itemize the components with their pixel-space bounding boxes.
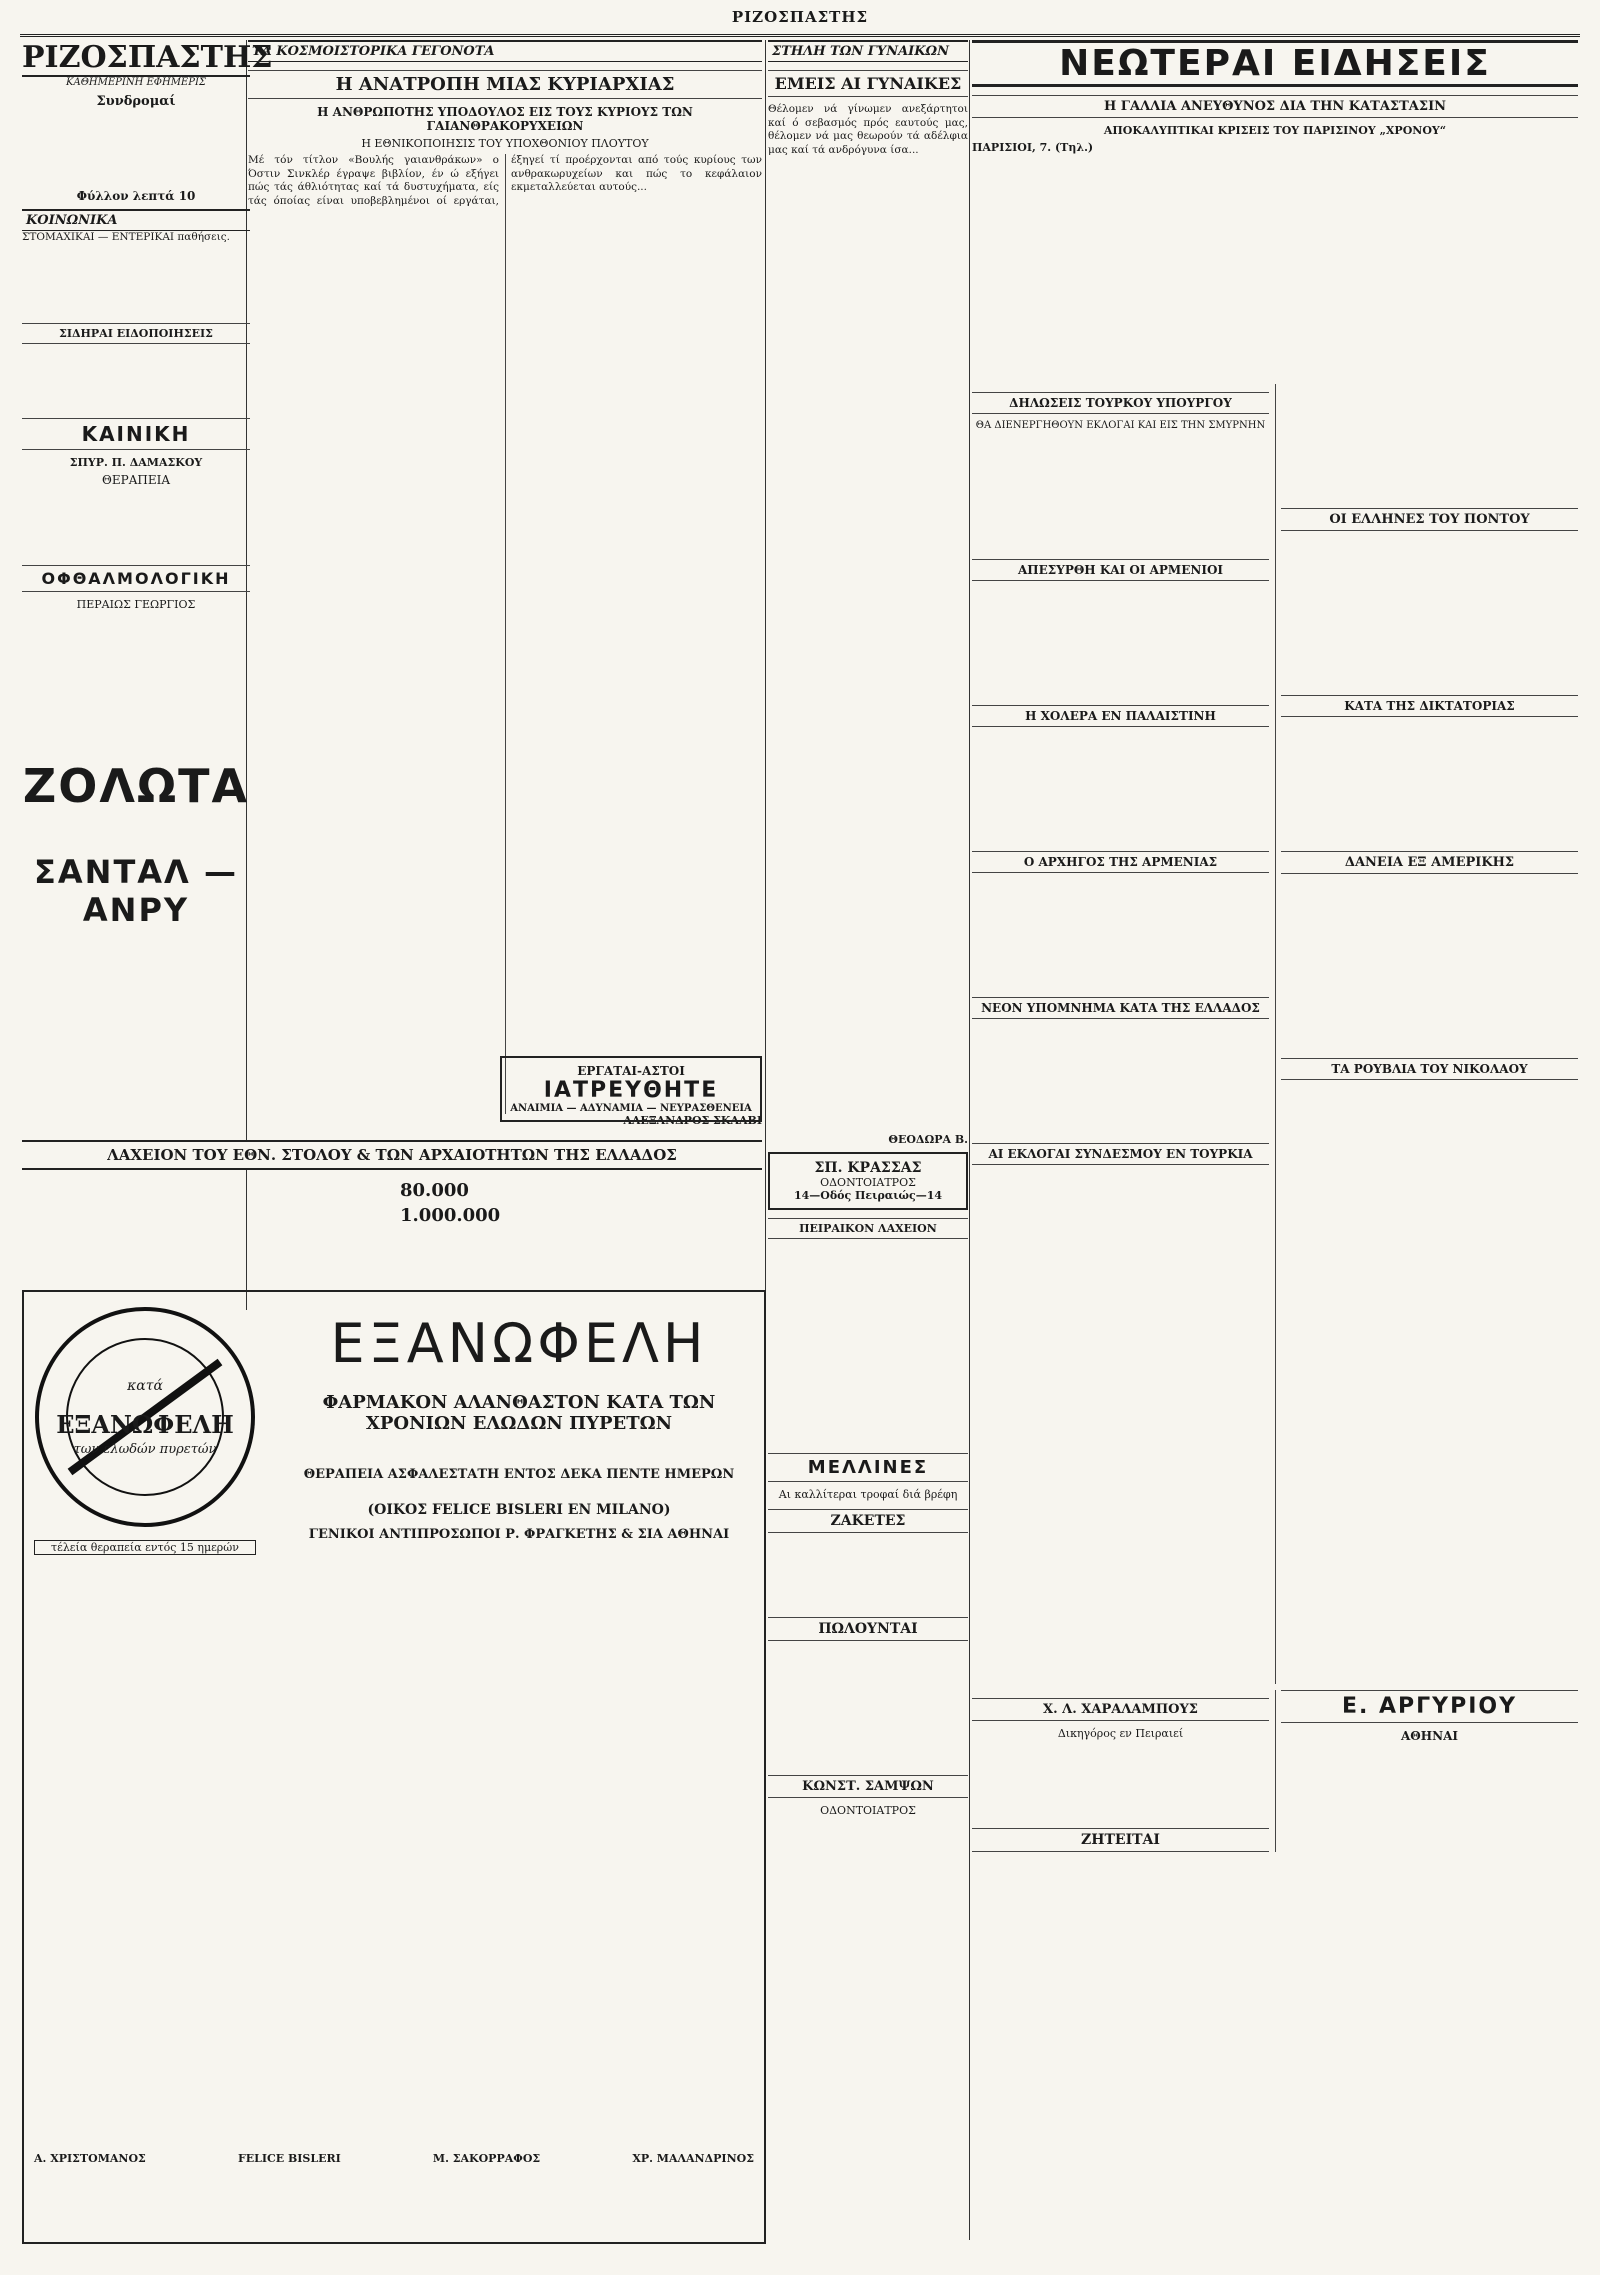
social-section-label: ΚΟΙΝΩΝΙΚΑ <box>22 209 250 231</box>
women-body: Θέλομεν νά γίνωμεν ανεξάρτητοι καί ό σεβασμός πρός εαυτούς μας, θέλομεν νά μας θεωρούν τά αδέλφια μας καί τά ανδρόγυνα ίσα... <box>768 103 972 156</box>
dentist-name: ΣΠ. ΚΡΑΣΣΑΣ <box>814 1160 922 1176</box>
dentist-ad <box>768 1152 968 1210</box>
news-item-heading: ΑΙ ΕΚΛΟΓΑΙ ΣΥΝΔΕΣΜΟΥ ΕΝ ΤΟΥΡΚΙΑ <box>972 1143 1269 1165</box>
news-item-heading: Η ΧΟΛΕΡΑ ΕΝ ΠΑΛΑΙΣΤΙΝΗ <box>972 705 1269 727</box>
news-item-heading: ΚΑΤΑ ΤΗΣ ΔΙΚΤΑΤΟΡΙΑΣ <box>1281 695 1578 717</box>
news-item-body <box>972 587 1269 697</box>
signature-name: A. ΧΡΙΣΤΟΜΑΝΟΣ <box>34 2152 146 2165</box>
news-item-heading: ΤΑ ΡΟΥΒΛΙΑ ΤΟΥ ΝΙΚΟΛΑΟΥ <box>1281 1058 1578 1080</box>
lottery-amount: 80.000 <box>400 1180 469 1201</box>
lottery-amount: 1.000.000 <box>400 1205 501 1226</box>
news-item-heading: ΟΙ ΕΛΛΗΝΕΣ ΤΟΥ ΠΟΝΤΟΥ <box>1281 508 1578 531</box>
klinik-text <box>22 487 250 557</box>
eye-clinic-text <box>22 611 250 751</box>
dentist2-name: ΚΩΝΣΤ. ΣΑΜΨΩΝ <box>768 1775 968 1798</box>
news-item-body <box>972 1025 1269 1135</box>
signature-name: FELICE BISLERI <box>237 2152 341 2165</box>
exanofeli-seal-words: των ελωδών πυρετών <box>73 1442 217 1457</box>
signature-name: ΧΡ. ΜΑΛΑΝΔΡΙΝΟΣ <box>632 2152 754 2165</box>
social-item-heading: ΣΙΔΗΡΑΙ ΕΙΔΟΠΟΙΗΣΕΙΣ <box>22 323 250 344</box>
news-item-heading: ΔΗΛΩΣΕΙΣ ΤΟΥΡΚΟΥ ΥΠΟΥΡΓΟΥ <box>972 392 1269 414</box>
news-items <box>972 384 1578 1684</box>
women-column <box>768 40 972 2240</box>
social-text <box>22 245 250 315</box>
cure-ad-sub: ΑΝΑΙΜΙΑ — ΑΔΥΝΑΜΙΑ — ΝΕΥΡΑΣΘΕΝΕΙΑ <box>510 1103 752 1114</box>
column-divider <box>969 40 970 2240</box>
lottery-banner: ΛΑΧΕΙΟΝ ΤΟΥ ΕΘΝ. ΣΤΟΛΟΥ & ΤΩΝ ΑΡΧΑΙΟΤΗΤΩΝ ΤΗΣ ΕΛΛΑΔΟΣ <box>22 1140 762 1170</box>
history-column <box>248 40 766 1130</box>
history-subheadline: Η ΑΝΘΡΩΠΟΤΗΣ ΥΠΟΔΟΥΛΟΣ ΕΙΣ ΤΟΥΣ ΚΥΡΙΟΥΣ ΤΩΝ ΓΑΙΑΝΘΡΑΚΟΡΥΧΕΙΩΝ <box>317 105 693 133</box>
dentist2-sub: ΟΔΟΝΤΟΙΑΤΡΟΣ <box>820 1804 916 1817</box>
zolota-ad: ΖΟΛΩΤΑ <box>22 758 250 813</box>
signature-name: Μ. ΣΑΚΟΡΡΑΦΟΣ <box>432 2152 541 2165</box>
exanofeli-seal-mid: κατά <box>127 1378 163 1394</box>
women-headline: ΕΜΕΙΣ ΑΙ ΓΥΝΑΙΚΕΣ <box>768 70 968 97</box>
subscription-heading: Συνδρομαί <box>96 94 176 109</box>
cure-ad <box>500 1056 762 1122</box>
exanofeli-signatures <box>34 2152 754 2165</box>
pharmacy-head: ΠΕΙΡΑΙΚΟΝ ΛΑΧΕΙΟΝ <box>768 1218 968 1239</box>
exanofeli-ad <box>22 1290 766 2244</box>
news-item-body <box>972 733 1269 843</box>
news-banner: ΝΕΩΤΕΡΑΙ ΕΙΔΗΣΕΙΣ <box>972 40 1578 87</box>
price-line: Φύλλον λεπτά 10 <box>76 189 196 203</box>
lead-body <box>972 154 1578 384</box>
lead-sub: ΑΠΟΚΑΛΥΠΤΙΚΑΙ ΚΡΙΣΕΙΣ ΤΟΥ ΠΑΡΙΣΙΝΟΥ „ΧΡΟΝΟΥ“ <box>1103 124 1447 137</box>
news-item-heading: Ο ΑΡΧΗΓΟΣ ΤΗΣ ΑΡΜΕΝΙΑΣ <box>972 851 1269 873</box>
pharmacy-text <box>768 1245 968 1445</box>
zolota-text <box>22 813 250 853</box>
klinik-heading: ΚΑΙΝΙΚΗ <box>22 418 250 450</box>
news-item-body <box>972 879 1269 989</box>
history-author: ΑΛΕΞΑΝΔΡΟΣ ΣΚΛΑΒΙ <box>623 1114 762 1127</box>
exanofeli-subtitle: ΦΑΡΜΑΚΟΝ ΑΛΑΝΘΑΣΤΟΝ ΚΑΤΑ ΤΩΝ ΧΡΟΝΙΩΝ ΕΛΩΔΩΝ ΠΥΡΕΤΩΝ <box>322 1392 716 1434</box>
argyriou-text <box>1281 1743 1578 1843</box>
masthead-subtitle: ΚΑΘΗΜΕΡΙΝΗ ΕΦΗΜΕΡΙΣ <box>66 77 206 88</box>
women-section-label: ΣΤΗΛΗ ΤΩΝ ΓΥΝΑΙΚΩΝ <box>768 40 968 62</box>
zaketes-ad: ΖΑΚΕΤΕΣ <box>768 1509 968 1533</box>
eye-clinic-heading: ΟΦΘΑΛΜΟΛΟΓΙΚΗ <box>22 565 250 592</box>
exanofeli-testimonials <box>34 1582 754 2182</box>
exanofeli-agents: ΓΕΝΙΚΟΙ ΑΝΤΙΠΡΟΣΩΠΟΙ Ρ. ΦΡΑΓΚΕΤΗΣ & ΣΙΑ ΑΘΗΝΑΙ <box>308 1527 730 1542</box>
history-section-label: ΤΑ ΚΟΣΜΟΙΣΤΟΡΙΚΑ ΓΕΓΟΝΟΤΑ <box>248 40 762 62</box>
zaketes-text <box>768 1539 968 1609</box>
subscription-text <box>22 109 250 189</box>
news-item-body <box>1281 723 1578 843</box>
news-item-heading: ΝΕΟΝ ΥΠΟΜΝΗΜΑ ΚΑΤΑ ΤΗΣ ΕΛΛΑΔΟΣ <box>972 997 1269 1019</box>
news-item-body <box>972 431 1269 551</box>
news-ads <box>972 1690 1578 1852</box>
sale-ad: ΠΩΛΟΥΝΤΑΙ <box>768 1617 968 1641</box>
sale-text <box>768 1647 968 1767</box>
cure-ad-title: ΙΑΤΡΕΥΘΗΤΕ <box>543 1078 719 1103</box>
exanofeli-cure-line: ΘΕΡΑΠΕΙΑ ΑΣΦΑΛΕΣΤΑΤΗ ΕΝΤΟΣ ΔΕΚΑ ΠΕΝΤΕ ΗΜΕΡΩΝ <box>303 1467 735 1482</box>
eye-clinic-sub: ΠΕΡΑΙΩΣ ΓΕΩΡΓΙΟΣ <box>76 597 196 611</box>
klinik-sub: ΣΠΥΡ. Π. ΔΑΜΑΣΚΟΥ <box>69 455 203 469</box>
history-headline: Η ΑΝΑΤΡΟΠΗ ΜΙΑΣ ΚΥΡΙΑΡΧΙΑΣ <box>248 70 762 99</box>
mellines-ad: ΜΕΛΛΙΝΕΣ <box>768 1453 968 1482</box>
cure-ad-workers: ΕΡΓΑΤΑΙ-ΑΣΤΟΙ <box>577 1064 685 1078</box>
argyriou-sub: ΑΘΗΝΑΙ <box>1401 1729 1458 1743</box>
santal-ad: ΣΑΝΤΑΛ — ΑΝΡΥ <box>34 852 238 929</box>
lead-headline: Η ΓΑΛΛΙΑ ΑΝΕΥΘΥΝΟΣ ΔΙΑ ΤΗΝ ΚΑΤΑΣΤΑΣΙΝ <box>972 95 1578 118</box>
klinik-therapy: ΘΕΡΑΠΕΙΑ <box>102 472 170 487</box>
news-column <box>972 40 1578 2240</box>
exanofeli-house: (ΟΙΚΟΣ FELICE BISLERI EN MILANO) <box>367 1502 671 1518</box>
lawyer-sub: Δικηγόρος εν Πειραιεί <box>1057 1727 1184 1740</box>
exanofeli-title: ΕΞΑΝΩΦΕΛΗ <box>330 1312 708 1375</box>
news-item-body <box>1281 537 1578 687</box>
running-head: ΡΙΖΟΣΠΑΣΤΗΣ <box>731 8 869 26</box>
social-item: ΣΤΟΜΑΧΙΚΑΙ — ΕΝΤΕΡΙΚΑΙ παθήσεις. <box>22 231 230 243</box>
santal-text <box>22 929 250 1009</box>
lead-dateline: ΠΑΡΙΣΙΟΙ, 7. (Τηλ.) <box>972 141 1094 154</box>
dentist-sub: ΟΔΟΝΤΟΙΑΤΡΟΣ <box>820 1176 916 1189</box>
history-body: Μέ τόν τίτλον «Βουλής γαιανθράκων» ο Όστιν Σινκλέρ έγραψε βιβλίον, έν ώ εξήγει πώς τάς άθλιότητας καί τά δυστυχήματα, είς τάς όποίας είναι υποβεβλημένοι οί εργάται, έξηγεί τί προέρχονται από τούς κυρίους των ανθρακωρυχείων και πώς το κεφάλαιον εκμεταλλεύεται αυτούς... <box>248 154 766 207</box>
news-item-heading: ΑΠΕΣΥΡΘΗ ΚΑΙ ΟΙ ΑΡΜΕΝΙΟΙ <box>972 559 1269 581</box>
argyriou-ad: Ε. ΑΡΓΥΡΙΟΥ <box>1281 1690 1578 1723</box>
exanofeli-seal-top: ΕΞΑΝΩΦΕΛΗ <box>56 1410 234 1439</box>
exanofeli-seal-foot: τέλεία θεραπεία εντός 15 ημερών <box>34 1540 256 1555</box>
news-item-body <box>1281 1086 1578 1206</box>
news-item-heading: ΔΑΝΕΙΑ ΕΞ ΑΜΕΡΙΚΗΣ <box>1281 851 1578 874</box>
history-kicker: Η ΕΘΝΙΚΟΠΟΙΗΣΙΣ ΤΟΥ ΥΠΟΧΘΟΝΙΟΥ ΠΛΟΥΤΟΥ <box>361 137 649 150</box>
center-ads <box>500 1050 762 1128</box>
lawyer-text <box>972 1740 1269 1820</box>
social-text <box>22 350 250 410</box>
top-rule <box>20 34 1580 37</box>
masthead-title: ΡΙΖΟΣΠΑΣΤΗΣ <box>22 40 273 75</box>
left-column <box>22 40 273 1300</box>
lawyer-name: Χ. Λ. ΧΑΡΑΛΑΜΠΟΥΣ <box>972 1698 1269 1721</box>
women-author: ΘΕΟΔΩΡΑ Β. <box>888 1133 968 1146</box>
dentist-address: 14—Οδός Πειραιώς—14 <box>793 1189 943 1202</box>
wanted-ad: ΖΗΤΕΙΤΑΙ <box>972 1828 1269 1852</box>
mellines-sub: Αι καλλίτεραι τροφαί διά βρέφη <box>778 1488 958 1501</box>
news-item-body <box>1281 880 1578 1050</box>
news-item-sub: ΘΑ ΔΙΕΝΕΡΓΗΘΟΥΝ ΕΚΛΟΓΑΙ ΚΑΙ ΕΙΣ ΤΗΝ ΣΜΥΡΝΗΝ <box>975 420 1266 431</box>
